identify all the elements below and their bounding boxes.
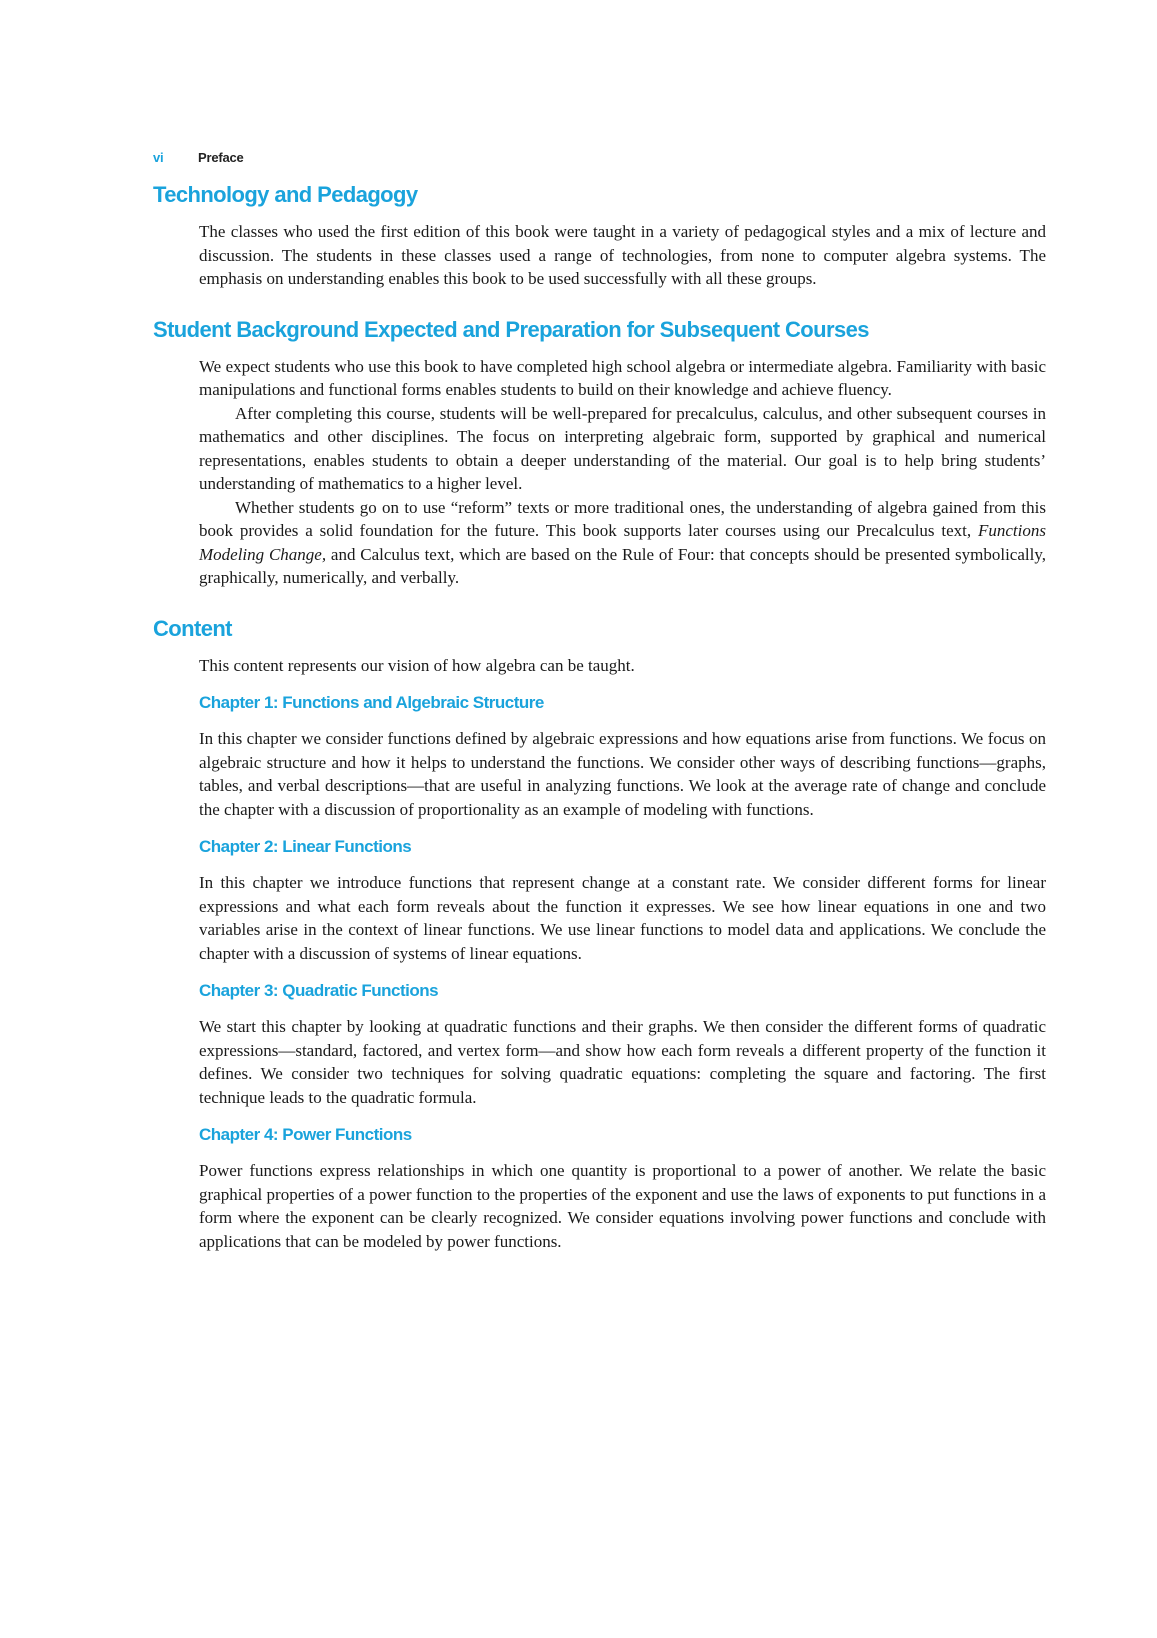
book-title: Functions Modeling Change, [199,521,1046,564]
paragraph: We expect students who use this book to have completed high school algebra or intermediate algebra. Familiarity with basic manipulations and functional forms enables students to build on their knowledge and achieve fluency. [199,356,1046,399]
page-number: vi [153,150,164,165]
chapter-description: In this chapter we introduce functions that represent change at a constant rate. We consider different forms for linear expressions and what each form reveals about the function it expresses. We see how linear equations in one and two variables arise in the context of linear functions. We use linear functions to model data and applications. We conclude the chapter with a discussion of systems of linear equations. [199,873,1046,963]
page-content [153,180,1046,1253]
chapter-description: We start this chapter by looking at quadratic functions and their graphs. We then consider the different forms of quadratic expressions—standard, factored, and vertex form—and show how each form reveals a different property of the function it defines. We consider two techniques for solving quadratic equations: completing the square and factoring. The first technique leads to the quadratic formula. [199,1017,1046,1107]
paragraph: The classes who used the first edition of this book were taught in a variety of pedagogical styles and a mix of lecture and discussion. The students in these classes used a range of technologies, from none to computer algebra systems. The emphasis on understanding enables this book to be used successfully with all these groups. [199,222,1046,288]
paragraph-text: Whether students go on to use “reform” texts or more traditional ones, the understanding of algebra gained from this book provides a solid foundation for the future. This book supports later courses using our Precalculus text, [199,497,1046,540]
chapter-heading: Chapter 3: Quadratic Functions [199,981,439,1000]
chapter-description: Power functions express relationships in which one quantity is proportional to a power of another. We relate the basic graphical properties of a power function to the properties of the exponent and use the laws of exponents to put functions in a form where the exponent can be clearly recognized. We consider equations involving power functions and conclude with applications that can be modeled by power functions. [199,1161,1046,1251]
chapter-heading: Chapter 4: Power Functions [199,1125,412,1144]
section-technology [153,180,1046,291]
section-background [153,315,1046,590]
paragraph [199,496,1046,590]
section-content [153,614,1046,1254]
chapter-heading: Chapter 1: Functions and Algebraic Structure [199,693,544,712]
running-head-title: Preface [198,150,244,165]
running-head [153,150,244,165]
section-heading: Student Background Expected and Preparation for Subsequent Courses [153,316,869,342]
paragraph-text: and Calculus text, which are based on the Rule of Four: that concepts should be presented symbolically, graphically, numerically, and verbally. [199,544,1046,587]
paragraph: After completing this course, students will be well-prepared for precalculus, calculus, and other subsequent courses in mathematics and other disciplines. The focus on interpreting algebraic form, supported by graphical and numerical representations, enables students to obtain a deeper understanding of the material. Our goal is to help bring students’ understanding of mathematics to a higher level. [199,403,1046,493]
section-heading: Technology and Pedagogy [153,182,418,207]
paragraph: This content represents our vision of how algebra can be taught. [199,655,635,675]
chapter-description: In this chapter we consider functions defined by algebraic expressions and how equations arise from functions. We focus on algebraic structure and how it helps to understand the functions. We consider other ways of describing functions—graphs, tables, and verbal descriptions—that are useful in analyzing functions. We look at the average rate of change and conclude the chapter with a discussion of proportionality as an example of modeling with functions. [199,729,1046,819]
section-heading: Content [153,615,232,641]
chapter-heading: Chapter 2: Linear Functions [199,837,412,856]
